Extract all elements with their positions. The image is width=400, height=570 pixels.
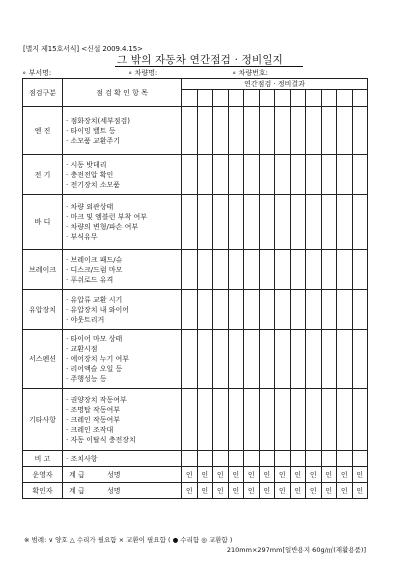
result-column-cell[interactable] xyxy=(228,90,244,107)
result-cell[interactable] xyxy=(244,250,260,290)
stamp-cell[interactable]: 인 xyxy=(182,483,198,499)
result-cell[interactable] xyxy=(197,290,213,330)
result-column-cell[interactable] xyxy=(259,90,275,107)
result-column-cell[interactable] xyxy=(337,90,353,107)
signature-fields[interactable] xyxy=(63,483,182,499)
result-cell[interactable] xyxy=(275,290,291,330)
result-column-cell[interactable] xyxy=(321,90,337,107)
result-cell[interactable] xyxy=(306,250,322,290)
section-items xyxy=(63,250,182,290)
stamp-cell[interactable]: 인 xyxy=(259,467,275,483)
check-item: · 교환시점 xyxy=(66,345,98,353)
result-cell[interactable] xyxy=(321,451,337,467)
result-cell[interactable] xyxy=(228,195,244,250)
check-item: · 크레인 작동여부 xyxy=(66,415,121,424)
stamp-cell[interactable]: 인 xyxy=(275,467,291,483)
stamp-cell[interactable]: 인 xyxy=(182,467,198,483)
result-cell[interactable] xyxy=(337,250,353,290)
result-cell[interactable] xyxy=(321,250,337,290)
result-cell[interactable] xyxy=(290,389,306,451)
result-cell[interactable] xyxy=(259,451,275,467)
stamp-cell[interactable]: 인 xyxy=(290,483,306,499)
check-item: · 디스크/드럼 마모 xyxy=(66,265,123,274)
rank-label: 계 급 xyxy=(69,470,85,479)
check-item: · 자동 이탈식 충전장치 xyxy=(66,435,136,444)
result-cell[interactable] xyxy=(306,107,322,155)
section-row xyxy=(23,107,368,155)
section-category: 전 기 xyxy=(23,155,63,195)
result-cell[interactable] xyxy=(259,195,275,250)
result-cell[interactable] xyxy=(197,389,213,451)
results-header: 연간점검 · 정비결과 xyxy=(182,79,368,90)
check-item: · 소모품 교환주기 xyxy=(66,136,121,145)
result-cell[interactable] xyxy=(352,195,368,250)
result-cell[interactable] xyxy=(337,290,353,330)
result-cell[interactable] xyxy=(182,330,198,389)
result-column-cell[interactable] xyxy=(352,90,368,107)
result-column-cell[interactable] xyxy=(213,90,229,107)
signature-row xyxy=(23,483,368,499)
stamp-cell[interactable]: 인 xyxy=(321,467,337,483)
result-cell[interactable] xyxy=(275,451,291,467)
stamp-cell[interactable]: 인 xyxy=(213,467,229,483)
title-underline xyxy=(115,66,303,67)
result-cell[interactable] xyxy=(228,155,244,195)
stamp-cell[interactable]: 인 xyxy=(244,483,260,499)
result-cell[interactable] xyxy=(306,155,322,195)
result-cell[interactable] xyxy=(182,155,198,195)
check-item: · 조치사항 xyxy=(66,454,98,463)
result-cell[interactable] xyxy=(182,195,198,250)
section-category: 비 고 xyxy=(23,451,63,467)
section-row xyxy=(23,389,368,451)
stamp-cell[interactable]: 인 xyxy=(228,483,244,499)
legend: ※ 범례: ∨ 양호 △ 수리가 필요함 × 교환이 필요함 ( ● 수리함 ◎ 교환함 ) xyxy=(24,536,233,544)
section-row xyxy=(23,195,368,250)
rank-label: 계 급 xyxy=(69,486,85,495)
result-cell[interactable] xyxy=(244,195,260,250)
result-cell[interactable] xyxy=(228,389,244,451)
check-item: · 점화장치(세부점검) xyxy=(66,116,131,125)
signature-row xyxy=(23,467,368,483)
category-header: 점검구분 xyxy=(23,79,63,107)
result-cell[interactable] xyxy=(244,290,260,330)
signature-role: 운영자 xyxy=(23,467,63,483)
stamp-cell[interactable]: 인 xyxy=(259,483,275,499)
plate-number-label: ∘ 차량번호: xyxy=(232,69,269,77)
result-cell[interactable] xyxy=(337,107,353,155)
stamp-cell[interactable]: 인 xyxy=(337,483,353,499)
result-cell[interactable] xyxy=(337,451,353,467)
result-cell[interactable] xyxy=(197,451,213,467)
section-row xyxy=(23,155,368,195)
result-cell[interactable] xyxy=(182,389,198,451)
result-cell[interactable] xyxy=(197,195,213,250)
section-category: 유압장치 xyxy=(23,290,63,330)
result-cell[interactable] xyxy=(213,155,229,195)
result-cell[interactable] xyxy=(321,330,337,389)
result-cell[interactable] xyxy=(259,290,275,330)
stamp-cell[interactable]: 인 xyxy=(352,483,368,499)
stamp-cell[interactable]: 인 xyxy=(228,467,244,483)
result-cell[interactable] xyxy=(275,389,291,451)
signature-fields[interactable] xyxy=(63,467,182,483)
check-item: · 크레인 조작대 xyxy=(66,425,114,434)
check-item: · 유압류 교환 시기 xyxy=(66,295,123,304)
result-cell[interactable] xyxy=(197,250,213,290)
result-cell[interactable] xyxy=(352,330,368,389)
check-item: · 차량의 변형/파손 여부 xyxy=(66,223,139,231)
result-cell[interactable] xyxy=(275,107,291,155)
result-cell[interactable] xyxy=(352,389,368,451)
check-item: · 권양장치 작동여부 xyxy=(66,395,127,404)
section-items xyxy=(63,451,182,467)
result-cell[interactable] xyxy=(259,250,275,290)
result-cell[interactable] xyxy=(290,451,306,467)
result-cell[interactable] xyxy=(182,107,198,155)
stamp-cell[interactable]: 인 xyxy=(352,467,368,483)
result-cell[interactable] xyxy=(244,155,260,195)
result-cell[interactable] xyxy=(275,155,291,195)
result-cell[interactable] xyxy=(275,330,291,389)
result-column-cell[interactable] xyxy=(197,90,213,107)
result-cell[interactable] xyxy=(352,107,368,155)
result-cell[interactable] xyxy=(337,195,353,250)
result-cell[interactable] xyxy=(213,389,229,451)
result-column-cell[interactable] xyxy=(182,90,198,107)
result-cell[interactable] xyxy=(182,250,198,290)
result-cell[interactable] xyxy=(321,107,337,155)
stamp-cell[interactable]: 인 xyxy=(290,467,306,483)
result-cell[interactable] xyxy=(228,250,244,290)
section-items xyxy=(63,155,182,195)
result-cell[interactable] xyxy=(213,451,229,467)
result-cell[interactable] xyxy=(290,195,306,250)
result-column-cell[interactable] xyxy=(275,90,291,107)
result-cell[interactable] xyxy=(213,195,229,250)
stamp-cell[interactable]: 인 xyxy=(213,483,229,499)
car-type-label: ∘ 차량명: xyxy=(128,69,158,77)
result-cell[interactable] xyxy=(228,107,244,155)
section-items xyxy=(63,290,182,330)
section-row xyxy=(23,330,368,389)
result-cell[interactable] xyxy=(306,330,322,389)
result-cell[interactable] xyxy=(290,155,306,195)
result-cell[interactable] xyxy=(337,155,353,195)
result-cell[interactable] xyxy=(337,389,353,451)
result-cell[interactable] xyxy=(306,389,322,451)
result-cell[interactable] xyxy=(321,195,337,250)
result-cell[interactable] xyxy=(352,250,368,290)
stamp-cell[interactable]: 인 xyxy=(306,467,322,483)
section-row xyxy=(23,451,368,467)
result-column-cell[interactable] xyxy=(306,90,322,107)
check-item: · 부식유무 xyxy=(66,233,98,241)
result-cell[interactable] xyxy=(352,451,368,467)
stamp-cell[interactable]: 인 xyxy=(321,483,337,499)
result-cell[interactable] xyxy=(306,195,322,250)
result-cell[interactable] xyxy=(213,107,229,155)
name-label: 성명 xyxy=(107,486,121,495)
result-column-cell[interactable] xyxy=(244,90,260,107)
result-cell[interactable] xyxy=(244,330,260,389)
section-items xyxy=(63,195,182,250)
section-row xyxy=(23,290,368,330)
items-header: 점 검 확 인 항 목 xyxy=(63,79,182,107)
result-cell[interactable] xyxy=(197,330,213,389)
check-item: · 타이밍 밸트 등 xyxy=(66,126,116,135)
result-cell[interactable] xyxy=(290,250,306,290)
stamp-cell[interactable]: 인 xyxy=(337,467,353,483)
result-cell[interactable] xyxy=(182,451,198,467)
result-cell[interactable] xyxy=(306,290,322,330)
signature-role: 확인자 xyxy=(23,483,63,499)
result-cell[interactable] xyxy=(352,155,368,195)
section-category: 기타사항 xyxy=(23,389,63,451)
header-row-top xyxy=(23,79,368,90)
section-items xyxy=(63,330,182,389)
result-cell[interactable] xyxy=(306,451,322,467)
check-item: · 차량 외관상태 xyxy=(66,203,114,211)
section-items xyxy=(63,389,182,451)
result-cell[interactable] xyxy=(197,155,213,195)
check-item: · 시동 밧데리 xyxy=(66,160,107,169)
result-cell[interactable] xyxy=(213,290,229,330)
check-item: · 에어장치 누기 여부 xyxy=(66,355,129,363)
result-cell[interactable] xyxy=(197,107,213,155)
result-cell[interactable] xyxy=(228,290,244,330)
result-cell[interactable] xyxy=(213,250,229,290)
result-cell[interactable] xyxy=(290,107,306,155)
check-item: · 야웃트리거 xyxy=(66,315,105,324)
result-cell[interactable] xyxy=(244,451,260,467)
stamp-cell[interactable]: 인 xyxy=(306,483,322,499)
result-cell[interactable] xyxy=(182,290,198,330)
check-item: · 리어액슬 오일 등 xyxy=(66,365,123,373)
result-cell[interactable] xyxy=(290,330,306,389)
result-cell[interactable] xyxy=(259,155,275,195)
section-items xyxy=(63,107,182,155)
result-cell[interactable] xyxy=(244,107,260,155)
check-item: · 푸쉬로드 유격 xyxy=(66,275,114,284)
check-item: · 충전전압 확인 xyxy=(66,170,114,179)
check-item: · 전기장치 소모품 xyxy=(66,180,121,189)
result-cell[interactable] xyxy=(244,389,260,451)
section-row xyxy=(23,250,368,290)
check-item: · 마크 및 엠블런 부착 여부 xyxy=(66,213,147,221)
section-category: 엔 진 xyxy=(23,107,63,155)
result-cell[interactable] xyxy=(259,107,275,155)
result-cell[interactable] xyxy=(228,330,244,389)
result-cell[interactable] xyxy=(213,330,229,389)
result-cell[interactable] xyxy=(275,250,291,290)
result-column-cell[interactable] xyxy=(290,90,306,107)
check-item: · 주행성능 등 xyxy=(66,375,107,383)
section-category: 바 디 xyxy=(23,195,63,250)
check-item: · 유압장치 내 와이어 xyxy=(66,305,129,314)
check-item: · 타이어 마모 상태 xyxy=(66,335,123,343)
result-cell[interactable] xyxy=(259,330,275,389)
section-category: 브레이크 xyxy=(23,250,63,290)
result-cell[interactable] xyxy=(321,155,337,195)
result-cell[interactable] xyxy=(228,451,244,467)
stamp-cell[interactable]: 인 xyxy=(244,467,260,483)
name-label: 성명 xyxy=(107,470,121,479)
result-cell[interactable] xyxy=(337,330,353,389)
result-cell[interactable] xyxy=(321,389,337,451)
section-category: 서스펜션 xyxy=(23,330,63,389)
result-cell[interactable] xyxy=(321,290,337,330)
result-cell[interactable] xyxy=(259,389,275,451)
inspection-log-table xyxy=(22,78,368,499)
result-cell[interactable] xyxy=(352,290,368,330)
form-title: 그 밖의 자동차 연간점검 · 정비일지 xyxy=(116,54,284,66)
department-label: ∘ 부서명: xyxy=(22,69,52,77)
check-item: · 브레이크 패드/슈 xyxy=(66,255,123,264)
result-cell[interactable] xyxy=(290,290,306,330)
stamp-cell[interactable]: 인 xyxy=(197,483,213,499)
check-item: · 조명탑 작동여부 xyxy=(66,405,121,414)
form-number: [별지 제15호서식] <신설 2009.4.15> xyxy=(23,45,143,53)
stamp-cell[interactable]: 인 xyxy=(197,467,213,483)
paper-spec-footer: 210mm×297mm[일반용지 60g/㎡(재활용품)] xyxy=(226,546,366,554)
result-cell[interactable] xyxy=(275,195,291,250)
stamp-cell[interactable]: 인 xyxy=(275,483,291,499)
